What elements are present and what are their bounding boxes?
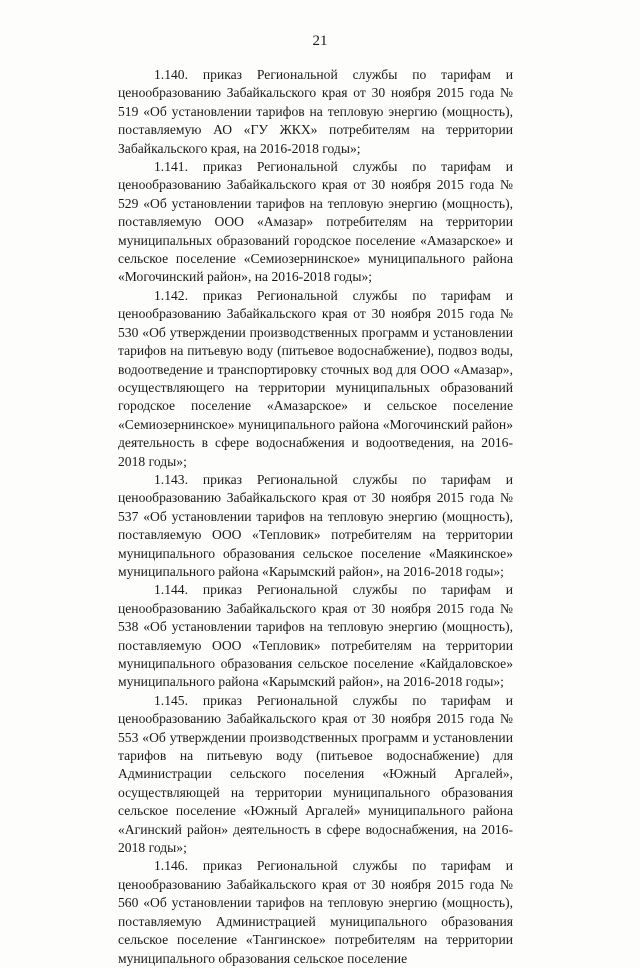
list-item: 1.142. приказ Региональной службы по тарифам и ценообразованию Забайкальского края от 30 ноября 2015 года № 530 «Об утверждении производственных программ и установлении тарифов на питьевую воду (питьевое водоснабжение), подвоз воды, водоотведение и транспортировку сточных вод для ООО «Амазар», осуществляющего на территории муниципальных образований городское поселение «Амазарское» и сельское поселение «Семиозернинское» муниципального района «Могочинский район» деятельность в сфере водоснабжения и водоотведения, на 2016-2018 годы»; — [118, 287, 513, 469]
list-item: 1.140. приказ Региональной службы по тарифам и ценообразованию Забайкальского края от 30 ноября 2015 года № 519 «Об установлении тарифов на тепловую энергию (мощность), поставляемую АО «ГУ ЖКХ» потребителям на территории Забайкальского края, на 2016-2018 годы»; — [118, 67, 513, 156]
list-item: 1.145. приказ Региональной службы по тарифам и ценообразованию Забайкальского края от 30 ноября 2015 года № 553 «Об утверждении производственных программ и установлении тарифов на питьевую воду (питьевое водоснабжение) для Администрации сельского поселения «Южный Аргалей», осуществляющей на территории муниципального образования сельское поселение «Южный Аргалей» муниципального района «Агинский район» деятельность в сфере водоснабжения, на 2016-2018 годы»; — [118, 692, 513, 856]
list-item: 1.144. приказ Региональной службы по тарифам и ценообразованию Забайкальского края от 30 ноября 2015 года № 538 «Об установлении тарифов на тепловую энергию (мощность), поставляемую ООО «Тепловик» потребителям на территории муниципального образования сельское поселение «Кайдаловское» муниципального района «Карымский район», на 2016-2018 годы»; — [118, 582, 513, 690]
page-number: 21 — [312, 33, 328, 49]
document-body — [118, 66, 513, 968]
list-item: 1.146. приказ Региональной службы по тарифам и ценообразованию Забайкальского края от 30 ноября 2015 года № 560 «Об установлении тарифов на тепловую энергию (мощность), поставляемую Администрацией муниципального образования сельское поселение «Тангинское» потребителям на территории муниципального образования сельское поселение — [118, 858, 513, 966]
list-item: 1.141. приказ Региональной службы по тарифам и ценообразованию Забайкальского края от 30 ноября 2015 года № 529 «Об установлении тарифов на тепловую энергию (мощность), поставляемую ООО «Амазар» потребителям на территории муниципальных образований городское поселение «Амазарское» и сельское поселение «Семиозернинское» муниципального района «Могочинский район», на 2016-2018 годы»; — [118, 159, 513, 285]
list-item: 1.143. приказ Региональной службы по тарифам и ценообразованию Забайкальского края от 30 ноября 2015 года № 537 «Об установлении тарифов на тепловую энергию (мощность), поставляемую ООО «Тепловик» потребителям на территории муниципального образования сельское поселение «Маякинское» муниципального района «Карымский район», на 2016-2018 годы»; — [118, 471, 513, 579]
